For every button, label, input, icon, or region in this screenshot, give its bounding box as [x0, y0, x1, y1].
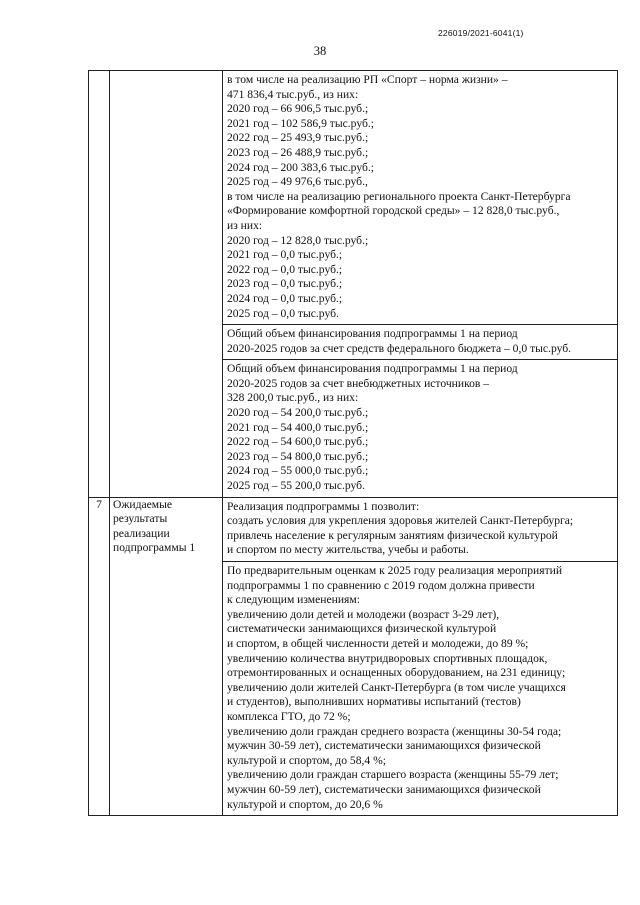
text-line: 328 200,0 тыс.руб., из них: [227, 391, 359, 405]
text-line: 2020 год – 54 200,0 тыс.руб.; [227, 406, 369, 420]
results-intro-block [223, 498, 617, 562]
row-name-cell [110, 497, 223, 815]
financing-federal-budget-block [223, 325, 617, 360]
text-line: Реализация подпрограммы 1 позволит: [227, 499, 420, 513]
text-line: 2022 год – 0,0 тыс.руб.; [227, 262, 343, 276]
page-number: 38 [313, 44, 327, 58]
row-name-cell [110, 71, 223, 498]
text-line: 2020-2025 годов за счет средств федерального бюджета – 0,0 тыс.руб. [227, 341, 572, 355]
text-line: систематически занимающихся физической культурой [227, 622, 497, 636]
text-line: подпрограммы 1 по сравнению с 2019 годом должна привести [227, 578, 535, 592]
text-line: 2024 год – 0,0 тыс.руб.; [227, 291, 343, 305]
row-number-cell [89, 71, 110, 498]
text-line: 2025 год – 49 976,6 тыс.руб., [227, 175, 368, 189]
document-id: 226019/2021-6041(1) [438, 28, 524, 38]
row-name-line: результаты [113, 512, 168, 526]
text-line: в том числе на реализацию регионального проекта Санкт-Петербурга [227, 189, 571, 203]
financing-federal-projects-block [223, 71, 617, 325]
text-line: увеличению количества внутридворовых спортивных площадок, [227, 651, 548, 665]
text-line: 2022 год – 54 600,0 тыс.руб.; [227, 435, 369, 449]
row-name-line: подпрограммы 1 [113, 541, 196, 555]
text-line: и спортом, в общей численности детей и молодежи, до 89 %; [227, 636, 529, 650]
text-line: 2024 год – 55 000,0 тыс.руб.; [227, 464, 369, 478]
text-line: 2025 год – 0,0 тыс.руб. [227, 306, 339, 320]
text-line: 471 836,4 тыс.руб., из них: [227, 87, 359, 101]
text-line: 2020 год – 66 906,5 тыс.руб.; [227, 102, 369, 116]
text-line: 2020-2025 годов за счет внебюджетных источников – [227, 376, 490, 390]
text-line: 2022 год – 25 493,9 тыс.руб.; [227, 131, 369, 145]
table-row-financing [89, 71, 618, 498]
row-name-line: реализации [113, 526, 170, 540]
text-line: привлечь население к регулярным занятиям физической культурой [227, 528, 558, 542]
text-line: 2023 год – 54 800,0 тыс.руб.; [227, 449, 369, 463]
row-content-cell [223, 497, 618, 815]
financing-extrabudgetary-block [223, 360, 617, 496]
text-line: 2021 год – 102 586,9 тыс.руб.; [227, 116, 374, 130]
row-number-cell: 7 [89, 497, 110, 815]
text-line: культурой и спортом, до 20,6 % [227, 797, 383, 811]
text-line: По предварительным оценкам к 2025 году реализация мероприятий [227, 564, 563, 577]
text-line: увеличению доли граждан старшего возраста (женщины 55-79 лет; [227, 768, 559, 782]
program-table [88, 70, 618, 816]
text-line: в том числе на реализацию РП «Спорт – норма жизни» – [227, 73, 508, 86]
text-line: отремонтированных и оснащенных оборудованием, на 231 единицу; [227, 666, 566, 680]
text-line: к следующим изменениям: [227, 593, 360, 607]
text-line: и спортом по месту жительства, учебы и работы. [227, 543, 469, 557]
text-line: увеличению доли детей и молодежи (возраст 3-29 лет), [227, 607, 500, 621]
text-line: увеличению доли жителей Санкт-Петербурга (в том числе учащихся [227, 680, 566, 694]
text-line: «Формирование комфортной городской среды» – 12 828,0 тыс.руб., [227, 204, 560, 218]
text-line: 2021 год – 54 400,0 тыс.руб.; [227, 420, 369, 434]
text-line: 2021 год – 0,0 тыс.руб.; [227, 248, 343, 262]
text-line: создать условия для укрепления здоровья жителей Санкт-Петербурга; [227, 514, 574, 528]
text-line: 2023 год – 0,0 тыс.руб.; [227, 277, 343, 291]
text-line: комплекса ГТО, до 72 %; [227, 709, 351, 723]
text-line: увеличению доли граждан среднего возраста (женщины 30-54 года; [227, 724, 562, 738]
text-line: Общий объем финансирования подпрограммы 1 на период [227, 327, 518, 341]
text-line: 2024 год – 200 383,6 тыс.руб.; [227, 160, 374, 174]
text-line: мужчин 30-59 лет), систематически занимающихся физической [227, 739, 541, 753]
text-line: 2020 год – 12 828,0 тыс.руб.; [227, 233, 369, 247]
row-content-cell [223, 71, 618, 498]
text-line: культурой и спортом, до 58,4 %; [227, 753, 386, 767]
text-line: и студентов), выполнивших нормативы испытаний (тестов) [227, 695, 521, 709]
text-line: мужчин 60-59 лет), систематически занимающихся физической [227, 782, 541, 796]
text-line: 2023 год – 26 488,9 тыс.руб.; [227, 145, 369, 159]
table-row-expected-results [89, 497, 618, 815]
results-indicators-block [223, 562, 617, 815]
text-line: Общий объем финансирования подпрограммы 1 на период [227, 362, 518, 376]
text-line: из них: [227, 218, 263, 232]
row-name-line: Ожидаемые [113, 497, 173, 511]
text-line: 2025 год – 55 200,0 тыс.руб. [227, 479, 365, 493]
